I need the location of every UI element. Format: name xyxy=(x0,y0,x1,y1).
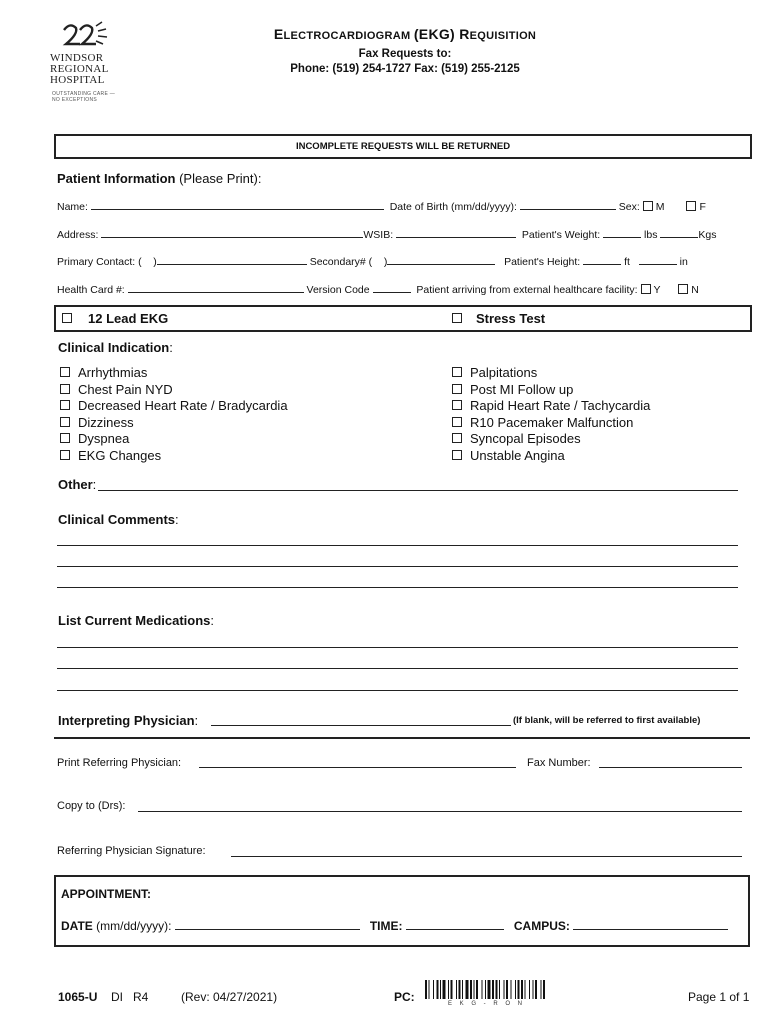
comments-line[interactable] xyxy=(57,545,738,546)
medications-line[interactable] xyxy=(57,690,738,691)
indication-item[interactable]: Syncopal Episodes xyxy=(450,431,650,448)
print-referring-label: Print Referring Physician: xyxy=(57,757,182,769)
lead12-checkbox[interactable] xyxy=(62,313,72,323)
version-code-field[interactable] xyxy=(373,282,411,293)
primary-contact-field[interactable] xyxy=(157,254,307,265)
weight-lbs-field[interactable] xyxy=(603,227,641,238)
indication-item[interactable]: Dyspnea xyxy=(58,431,288,448)
footer-r4: R4 xyxy=(133,990,149,1004)
divider xyxy=(54,737,750,739)
fax-requests-label: Fax Requests to: xyxy=(358,48,452,60)
warning-banner: INCOMPLETE REQUESTS WILL BE RETURNED xyxy=(54,134,752,159)
form-title: ELECTROCARDIOGRAM (EKG) REQUISITION xyxy=(273,26,537,42)
external-yes-checkbox[interactable] xyxy=(641,284,651,294)
logo-tagline: OUTSTANDING CARE — xyxy=(52,91,116,97)
fax-number-label: Fax Number: xyxy=(527,757,591,769)
indications-right xyxy=(450,365,650,464)
patient-info-heading: Patient Information (Please Print): xyxy=(57,171,262,186)
appointment-date-field[interactable] xyxy=(175,919,360,930)
barcode-icon xyxy=(425,980,607,1002)
address-row: Address: WSIB: Patient's Weight: lbs Kgs xyxy=(57,229,717,241)
interpreting-physician-field[interactable] xyxy=(211,725,511,726)
signature-label: Referring Physician Signature: xyxy=(57,845,206,857)
external-no-checkbox[interactable] xyxy=(678,284,688,294)
interpreting-note: (If blank, will be referred to first available) xyxy=(513,715,701,726)
sex-f-checkbox[interactable] xyxy=(686,201,696,211)
appointment-title: APPOINTMENT: xyxy=(61,887,151,901)
footer-di: DI xyxy=(111,990,123,1004)
appointment-time-field[interactable] xyxy=(406,919,504,930)
dob-field[interactable] xyxy=(520,199,616,210)
height-ft-field[interactable] xyxy=(583,254,621,265)
secondary-contact-field[interactable] xyxy=(387,254,495,265)
other-field[interactable] xyxy=(98,490,738,491)
indications-left xyxy=(58,365,288,464)
phone-fax-line: Phone: (519) 254-1727 Fax: (519) 255-2125 xyxy=(290,63,520,75)
option-12-lead[interactable]: 12 Lead EKG xyxy=(62,311,168,326)
address-field[interactable] xyxy=(101,227,363,238)
medications-heading: List Current Medications: xyxy=(58,613,215,628)
logo-text: WINDSOR REGIONAL HOSPITAL xyxy=(50,52,109,86)
clinical-indication-heading: Clinical Indication: xyxy=(58,340,173,355)
copy-to-label: Copy to (Drs): xyxy=(57,800,126,812)
medications-line[interactable] xyxy=(57,647,738,648)
signature-field[interactable] xyxy=(231,856,742,857)
weight-kgs-field[interactable] xyxy=(660,227,698,238)
height-in-field[interactable] xyxy=(639,254,677,265)
appointment-row: DATE (mm/dd/yyyy): TIME: CAMPUS: xyxy=(61,919,728,933)
interpreting-physician-label: Interpreting Physician: xyxy=(58,713,199,728)
name-field[interactable] xyxy=(91,199,384,210)
comments-line[interactable] xyxy=(57,587,738,588)
revision-date: (Rev: 04/27/2021) xyxy=(181,990,278,1004)
indication-item[interactable]: Arrhythmias xyxy=(58,365,288,382)
medications-line[interactable] xyxy=(57,668,738,669)
fax-number-field[interactable] xyxy=(599,767,742,768)
clinical-comments-heading: Clinical Comments: xyxy=(58,512,179,527)
name-row: Name: Date of Birth (mm/dd/yyyy): Sex: M F xyxy=(57,201,706,213)
logo-tagline-2: NO EXCEPTIONS xyxy=(52,97,98,103)
indication-item[interactable]: Post MI Follow up xyxy=(450,382,650,399)
comments-line[interactable] xyxy=(57,566,738,567)
indication-item[interactable]: R10 Pacemaker Malfunction xyxy=(450,415,650,432)
indication-item[interactable]: Dizziness xyxy=(58,415,288,432)
barcode-text: E K G - R O N xyxy=(448,1001,526,1007)
other-label: Other: xyxy=(58,477,97,492)
indication-item[interactable]: Decreased Heart Rate / Bradycardia xyxy=(58,398,288,415)
contact-row: Primary Contact: ( ) Secondary# ( ) Patient's Height: ft in xyxy=(57,256,688,268)
option-stress-test[interactable]: Stress Test xyxy=(452,311,545,326)
appointment-box xyxy=(54,875,750,947)
indication-item[interactable]: EKG Changes xyxy=(58,448,288,465)
indication-item[interactable]: Rapid Heart Rate / Tachycardia xyxy=(450,398,650,415)
indication-item[interactable]: Chest Pain NYD xyxy=(58,382,288,399)
health-card-row: Health Card #: Version Code Patient arriving from external healthcare facility: Y N xyxy=(57,284,699,296)
pc-label: PC: xyxy=(394,990,415,1004)
appointment-campus-field[interactable] xyxy=(573,919,728,930)
health-card-field[interactable] xyxy=(128,282,304,293)
copy-to-field[interactable] xyxy=(138,811,742,812)
wsib-field[interactable] xyxy=(396,227,516,238)
form-number: 1065-U xyxy=(58,990,98,1004)
referring-physician-field[interactable] xyxy=(199,767,516,768)
indication-item[interactable]: Palpitations xyxy=(450,365,650,382)
test-type-bar xyxy=(54,305,752,332)
indication-item[interactable]: Unstable Angina xyxy=(450,448,650,465)
page-number: Page 1 of 1 xyxy=(688,990,750,1004)
stress-checkbox[interactable] xyxy=(452,313,462,323)
sex-m-checkbox[interactable] xyxy=(643,201,653,211)
